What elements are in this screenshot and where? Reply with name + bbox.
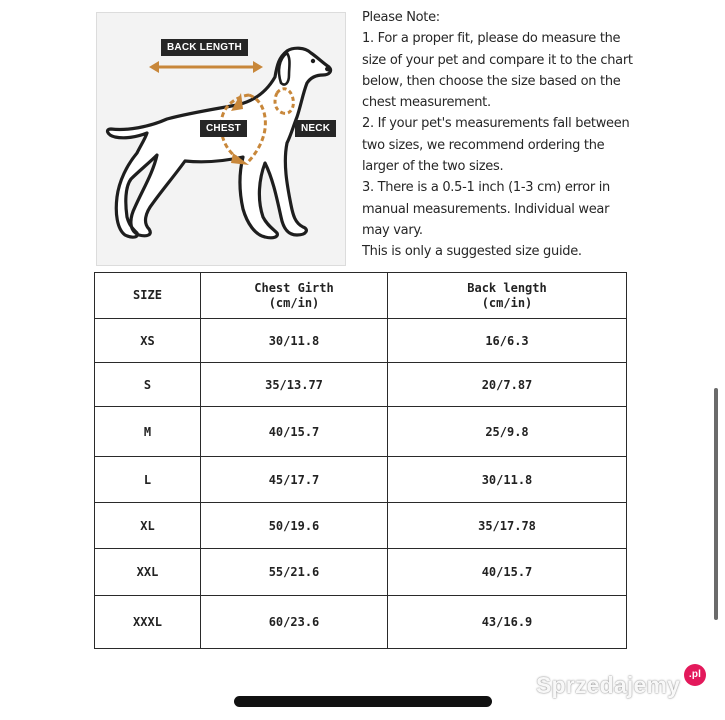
neck-tag: NECK [295,120,336,137]
back-cell: 20/7.87 [388,363,627,407]
table-header-row [95,273,627,319]
dog-measurement-diagram [96,12,346,266]
back-cell: 43/16.9 [388,596,627,649]
chest-cell: 55/21.6 [201,549,388,596]
table-row [95,407,627,457]
table-row [95,549,627,596]
header-chest-unit: (cm/in) [268,295,320,310]
header-back-label: Back length [467,280,547,295]
size-chart-table [94,272,627,649]
sizing-note [362,7,652,263]
watermark-badge: .pl [684,664,706,686]
note-line: 2. If your pet's measurements fall between [362,116,630,132]
table-row [95,503,627,549]
note-line: chest measurement. [362,95,491,111]
note-line: below, then choose the size based on the [362,73,621,89]
back-cell: 25/9.8 [388,407,627,457]
back-cell: 35/17.78 [388,503,627,549]
note-line: This is only a suggested size guide. [362,244,582,260]
chest-cell: 30/11.8 [201,319,388,363]
chest-cell: 40/15.7 [201,407,388,457]
chest-cell: 35/13.77 [201,363,388,407]
back-length-tag: BACK LENGTH [161,39,248,56]
note-line: size of your pet and compare it to the chart [362,52,633,68]
note-line: may vary. [362,222,423,238]
note-line: 1. For a proper fit, please do measure the [362,31,621,47]
table-row [95,596,627,649]
size-cell: L [95,457,201,503]
back-cell: 30/11.8 [388,457,627,503]
header-chest-label: Chest Girth [254,280,334,295]
chest-cell: 50/19.6 [201,503,388,549]
header-back-length [388,273,627,319]
note-line: manual measurements. Individual wear [362,201,610,217]
size-cell: M [95,407,201,457]
back-cell: 16/6.3 [388,319,627,363]
watermark-text: Sprzedajemy [536,672,681,698]
note-line: 3. There is a 0.5-1 inch (1-3 cm) error in [362,180,610,196]
header-back-unit: (cm/in) [481,295,533,310]
table-row [95,457,627,503]
chest-cell: 60/23.6 [201,596,388,649]
note-line: larger of the two sizes. [362,159,504,175]
table-row [95,319,627,363]
watermark [536,669,702,699]
note-line: two sizes, we recommend ordering the [362,137,605,153]
chest-cell: 45/17.7 [201,457,388,503]
header-chest-girth [201,273,388,319]
chest-tag: CHEST [200,120,247,137]
size-cell: S [95,363,201,407]
header-size: SIZE [95,273,201,319]
size-cell: XXL [95,549,201,596]
table-row [95,363,627,407]
scroll-indicator[interactable] [714,388,718,620]
back-cell: 40/15.7 [388,549,627,596]
size-cell: XS [95,319,201,363]
home-indicator-bar[interactable] [234,696,492,707]
note-title: Please Note: [362,10,440,25]
size-cell: XL [95,503,201,549]
size-cell: XXXL [95,596,201,649]
